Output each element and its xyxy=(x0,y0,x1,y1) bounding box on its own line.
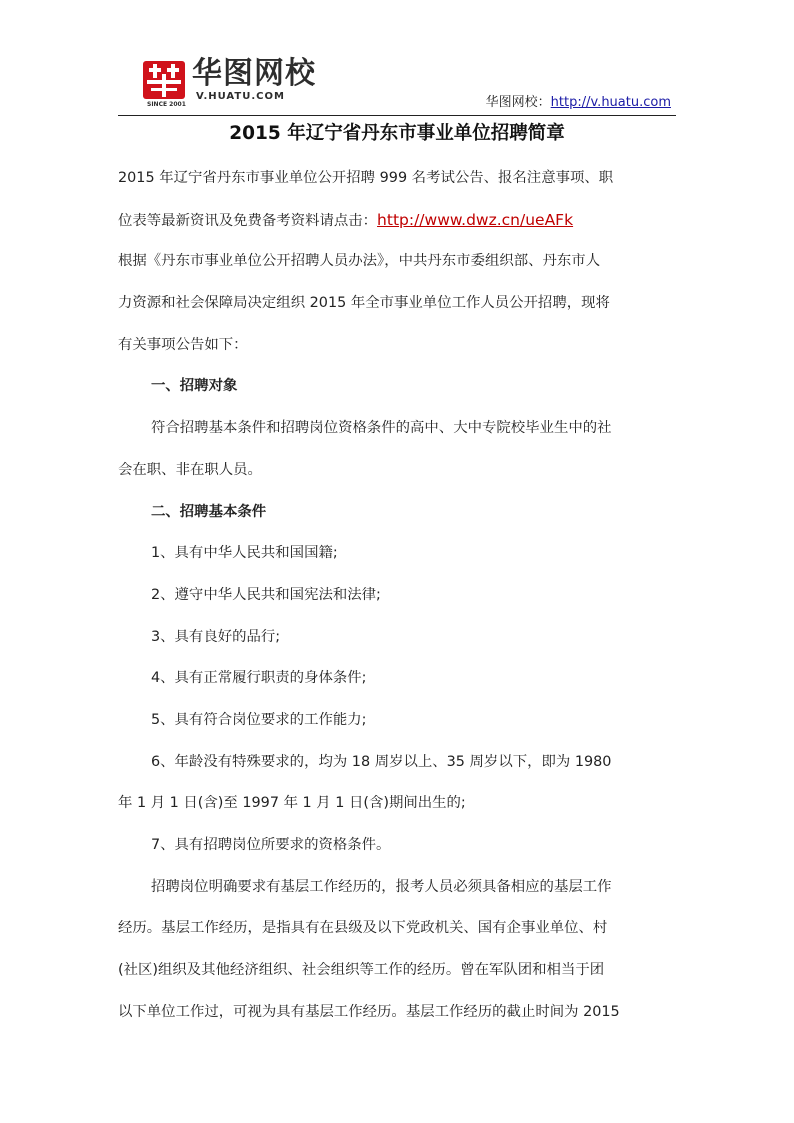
note-line-2: 经历。基层工作经历，是指具有在县级及以下党政机关、国有企事业单位、村 xyxy=(118,920,608,937)
intro-register-link[interactable]: http://www.dwz.cn/ueAFk xyxy=(377,210,574,229)
header-link-label: 华图网校： xyxy=(485,95,551,110)
para1-line-3: 有关事项公告如下： xyxy=(118,336,248,353)
header-site-link xyxy=(486,94,671,112)
header-link-url[interactable]: http://v.huatu.com xyxy=(550,95,671,110)
section1-line-2: 会在职、非在职人员。 xyxy=(118,461,262,478)
para1-line-1: 根据《丹东市事业单位公开招聘人员办法》，中共丹东市委组织部、丹东市人 xyxy=(118,253,601,270)
condition-item-7: 7、具有招聘岗位所要求的资格条件。 xyxy=(151,837,391,853)
huatu-logo xyxy=(143,57,343,115)
logo-brand-name: 华图网校 xyxy=(192,56,316,91)
condition-item-3: 3、具有良好的品行; xyxy=(151,628,281,645)
condition-item-1: 1、具有中华人民共和国国籍; xyxy=(151,545,338,562)
para1-line-2: 力资源和社会保障局决定组织 2015 年全市事业单位工作人员公开招聘，现将 xyxy=(118,295,610,312)
section2-heading: 二、招聘基本条件 xyxy=(151,503,267,520)
condition-item-5: 5、具有符合岗位要求的工作能力; xyxy=(151,711,367,728)
page-title: 2015 年辽宁省丹东市事业单位招聘简章 xyxy=(229,123,565,144)
intro-line-1: 2015 年辽宁省丹东市事业单位公开招聘 999 名考试公告、报名注意事项、职 xyxy=(118,170,614,186)
header-divider xyxy=(118,115,676,116)
document-body xyxy=(118,158,678,1033)
condition-item-2: 2、遵守中华人民共和国宪法和法律; xyxy=(151,586,381,603)
logo-since-text: SINCE 2001 xyxy=(147,101,186,108)
section1-line-1: 符合招聘基本条件和招聘岗位资格条件的高中、大中专院校毕业生中的社 xyxy=(151,420,612,437)
section1-heading: 一、招聘对象 xyxy=(151,378,238,395)
condition-item-6-cont: 年 1 月 1 日(含)至 1997 年 1 月 1 日(含)期间出生的; xyxy=(118,795,466,812)
note-line-3: (社区)组织及其他经济组织、社会组织等工作的经历。曾在军队团和相当于团 xyxy=(118,962,605,979)
intro-line-2 xyxy=(118,200,678,242)
logo-brand-url: V.HUATU.COM xyxy=(196,91,285,102)
condition-item-6: 6、年龄没有特殊要求的，均为 18 周岁以上、35 周岁以下，即为 1980 xyxy=(151,753,612,770)
intro-line-2-text: 位表等最新资讯及免费备考资料请点击： xyxy=(118,212,378,229)
note-line-1: 招聘岗位明确要求有基层工作经历的，报考人员必须具备相应的基层工作 xyxy=(151,878,612,895)
note-line-4: 以下单位工作过，可视为具有基层工作经历。基层工作经历的截止时间为 2015 xyxy=(118,1003,620,1020)
condition-item-4: 4、具有正常履行职责的身体条件; xyxy=(151,670,367,687)
